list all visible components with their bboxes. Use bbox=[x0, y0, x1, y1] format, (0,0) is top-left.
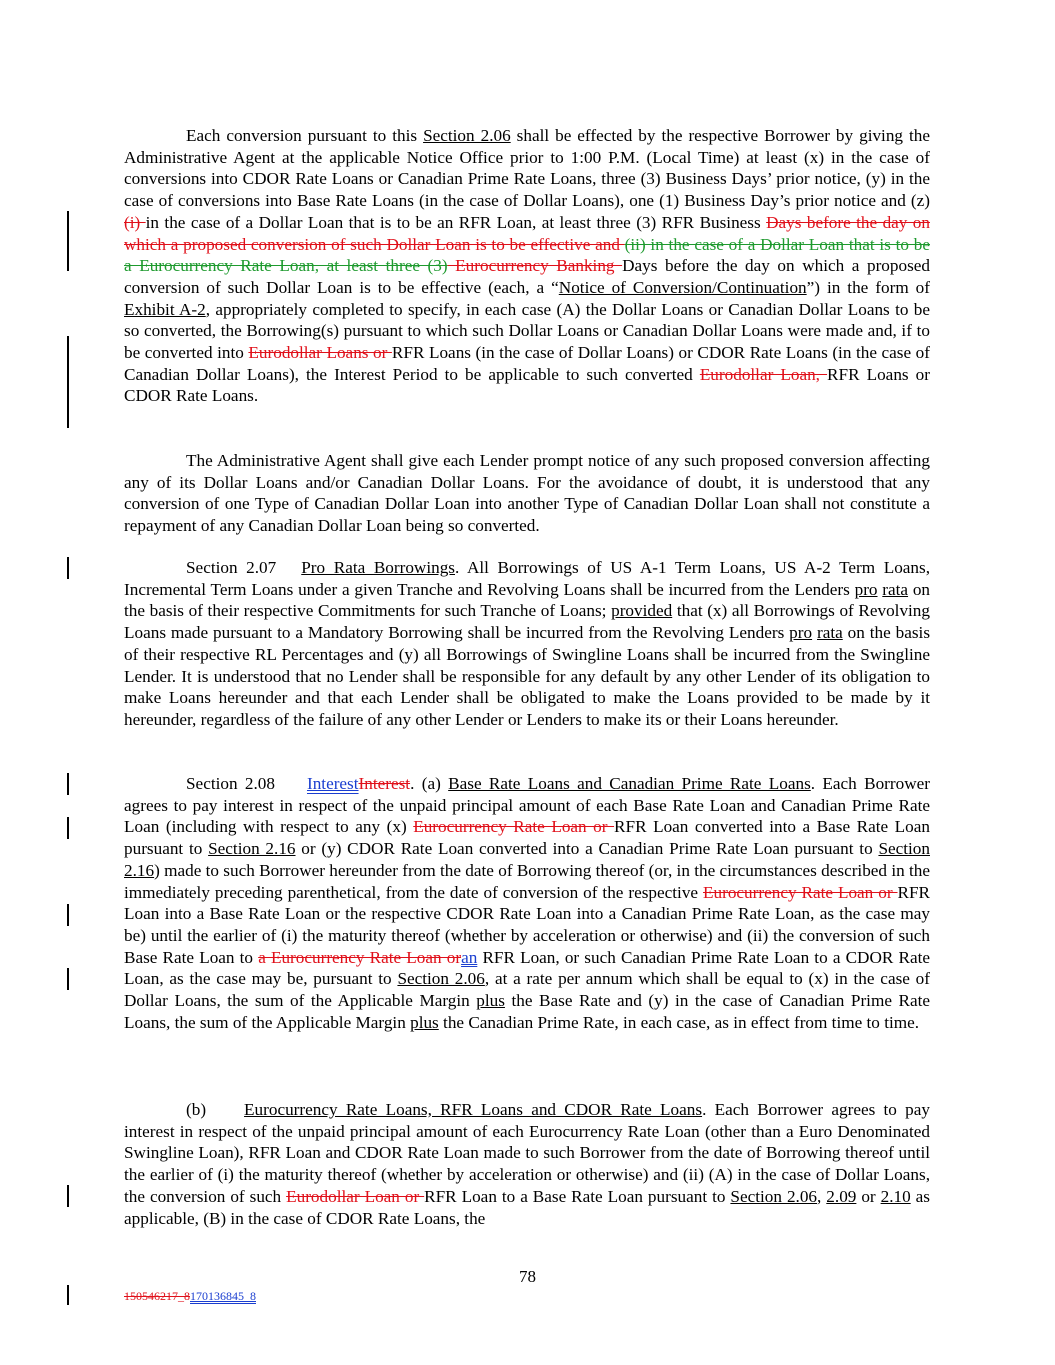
text-run: . Each Borrower agrees to pay interest in respect of the unpaid principal amount of each Eurocurrency Rate Loan (other than a Euro Denominated Swingline Loan), RFR Loan and CDOR Rate Loan made to such Borrower from the date of Borrowing thereof until the earlier of (i) the maturity thereof (whether by acceleration or otherwise) and (ii) (A) in the case of Dollar Loans, the conversion of such bbox=[124, 1100, 930, 1206]
text-run: RFR Loan into a Base Rate Loan or the respective CDOR Rate Loan into a Canadian Prime Rate Loan, as the case may be) until the earlier of (i) the maturity thereof (whether by acceleration or otherwise) and (ii) the conversion of such Base Rate Loan to bbox=[124, 882, 931, 967]
deleted-text: Eurodollar Loan or bbox=[286, 1186, 425, 1206]
text-run: RFR Loans or CDOR Rate Loans. bbox=[124, 364, 930, 406]
text-run: . Each Borrower agrees to pay interest in respect of the unpaid principal amount of each Base Rate Loan and Canadian Prime Rate Loan (including with respect to any (x) bbox=[124, 774, 930, 837]
text-run: ) made to such Borrower hereunder from the date of Borrowing thereof (or, in the circumstances described in the immediately preceding parenthetical, from the date of conversion of the respective bbox=[124, 860, 930, 902]
deleted-text: Eurocurrency Rate Loan or bbox=[703, 882, 898, 902]
section-reference: Section 2.16 bbox=[124, 839, 930, 880]
text-run: . (a) bbox=[410, 774, 449, 793]
deleted-doc-id: 150546217_8 bbox=[124, 1289, 190, 1303]
plus-term: plus bbox=[410, 1012, 439, 1032]
text-run: The Administrative Agent shall give each Lender prompt notice of any such proposed conversion affecting any of its Dollar Loans and/or Canadian Dollar Loans. For the avoidance of doubt, it is understood that any conversion of one Type of Canadian Dollar Loan into another Type of Canadian Dollar Loan shall not constitute a repayment of any Canadian Dollar Loan being so converted. bbox=[124, 451, 930, 536]
text-run: RFR Loan, or such Canadian Prime Rate Loan to a CDOR Rate Loan, as the case may be, pursuant to bbox=[124, 947, 930, 989]
text-run: , bbox=[817, 1186, 827, 1206]
change-bar bbox=[67, 1285, 69, 1305]
latin-term: pro bbox=[854, 579, 878, 599]
proviso-term: provided bbox=[611, 601, 673, 621]
page-number: 78 bbox=[519, 1267, 536, 1286]
paragraph-conversion-notice bbox=[124, 125, 930, 407]
deleted-text: Eurodollar Loans or bbox=[248, 343, 392, 363]
text-run: RFR Loan converted into a Base Rate Loan pursuant to bbox=[124, 817, 930, 859]
text-run: on the basis of their respective Commitments for such Tranche of Loans; bbox=[124, 579, 931, 621]
section-number: Section 2.08 bbox=[186, 774, 275, 793]
deleted-text: (i) bbox=[124, 212, 146, 232]
latin-term: rata bbox=[817, 623, 843, 643]
subsection-heading: Base Rate Loans and Canadian Prime Rate Loans bbox=[448, 774, 811, 793]
text-run: or (y) CDOR Rate Loan converted into a Canadian Prime Rate Loan pursuant to bbox=[295, 839, 879, 859]
inserted-text: Interest bbox=[306, 774, 359, 793]
deleted-text: a Eurocurrency Rate Loan or bbox=[258, 947, 462, 967]
section-number: Section 2.07 bbox=[186, 558, 277, 577]
text-run: , appropriately completed to specify, in each case (A) the Dollar Loans or Canadian Dollar Loans to be so converted, the Borrowing(s) pursuant to which such Dollar Loans or Canadian Dollar Loans were made and, if to be converted into bbox=[124, 299, 930, 363]
text-run: Days before the day on which a proposed conversion of such Dollar Loan is to be effective (each, a “ bbox=[124, 256, 930, 297]
text-run: or bbox=[856, 1186, 881, 1206]
change-bar bbox=[67, 817, 69, 839]
change-bar bbox=[67, 336, 69, 428]
change-bar bbox=[67, 904, 69, 926]
deleted-text: Eurodollar Loan, bbox=[699, 364, 828, 384]
text-run: RFR Loan to a Base Rate Loan pursuant to bbox=[424, 1186, 731, 1206]
change-bar bbox=[67, 968, 69, 990]
paragraph-section-2-08-b bbox=[124, 1099, 930, 1229]
section-reference: Section 2.06 bbox=[730, 1186, 818, 1206]
text-run: RFR Loans (in the case of Dollar Loans) or CDOR Rate Loans (in the case of Canadian Dollar Loans), the Interest Period to be applicable to such converted bbox=[124, 343, 930, 384]
section-reference: Section 2.16 bbox=[208, 839, 296, 859]
change-bar bbox=[67, 1185, 69, 1207]
deleted-text: Eurocurrency Rate Loan or bbox=[413, 817, 615, 837]
inserted-text: an bbox=[461, 947, 478, 967]
text-run: on the basis of their respective RL Percentages and (y) all Borrowings of Swingline Loans shall be incurred from the Swingline Lender. It is understood that no Lender shall be responsible for any default by any other Lender of its obligation to make Loans hereunder and that each Lender shall be obligated to make the Loans provided to be made by it hereunder, regardless of the failure of any other Lender or Lenders to make its or their Loans hereunder. bbox=[124, 623, 931, 729]
defined-term: Notice of Conversion/Continuation bbox=[558, 277, 807, 297]
subsection-label: (b) bbox=[186, 1100, 207, 1119]
paragraph-agent-notice bbox=[124, 450, 930, 537]
paragraph-section-2-07 bbox=[124, 557, 930, 731]
section-reference: 2.09 bbox=[826, 1186, 857, 1206]
section-reference: Section 2.06 bbox=[423, 126, 511, 145]
change-bar bbox=[67, 557, 69, 579]
text-run: that (x) all Borrowings of Revolving Loans made pursuant to a Mandatory Borrowing shall be incurred from the Revolving Lenders bbox=[124, 601, 930, 643]
latin-term: rata bbox=[882, 579, 909, 599]
moved-deleted-text: (ii) in the case of a Dollar Loan that is to be a Eurocurrency Rate Loan, at least three (3) bbox=[124, 234, 930, 276]
change-bar bbox=[67, 773, 69, 795]
section-heading: Pro Rata Borrowings bbox=[301, 558, 455, 577]
text-run: shall be effected by the respective Borrower by giving the Administrative Agent at the applicable Notice Office prior to 1:00 P.M. (Local Time) at least (x) in the case of conversions into CDOR Rate Loans or Canadian Prime Rate Loans, three (3) Business Days’ prior notice, (y) in the case of conversions into Base Rate Loans (in the case of Dollar Loans), one (1) Business Day’s prior notice and (z) bbox=[124, 126, 930, 211]
deleted-text: Eurocurrency Banking bbox=[447, 256, 623, 276]
document-id bbox=[124, 1289, 256, 1304]
text-run: the Canadian Prime Rate, in each case, as in effect from time to time. bbox=[438, 1012, 920, 1032]
text-run: , at a rate per annum which shall be equal to (x) in the case of Dollar Loans, the sum of the Applicable Margin bbox=[124, 969, 930, 1011]
exhibit-reference: Exhibit A-2 bbox=[124, 299, 206, 319]
subsection-heading: Eurocurrency Rate Loans, RFR Loans and CDOR Rate Loans bbox=[244, 1100, 703, 1119]
text-run: the Base Rate and (y) in the case of Canadian Prime Rate Loans, the sum of the Applicable Margin bbox=[124, 991, 930, 1032]
change-bar bbox=[67, 211, 69, 271]
deleted-text: Interest bbox=[358, 774, 411, 793]
latin-term: pro bbox=[789, 623, 813, 643]
text-run: as applicable, (B) in the case of CDOR Rate Loans, the bbox=[124, 1186, 930, 1228]
section-reference: 2.10 bbox=[880, 1186, 911, 1206]
text-run: . All Borrowings of US A-1 Term Loans, US A-2 Term Loans, Incremental Term Loans under a given Tranche and Revolving Loans shall be incurred from the Lenders bbox=[124, 558, 930, 599]
plus-term: plus bbox=[476, 991, 505, 1011]
deleted-text: Days before the day on which a proposed conversion of such Dollar Loan is to be effective and bbox=[124, 212, 930, 254]
text-run: in the case of a Dollar Loan that is to be an RFR Loan, at least three (3) RFR Business bbox=[145, 212, 767, 232]
text-run: ”) in the form of bbox=[806, 277, 930, 297]
paragraph-section-2-08-a bbox=[124, 773, 930, 1033]
section-reference: Section 2.06 bbox=[397, 969, 485, 989]
inserted-doc-id: 170136845_8 bbox=[190, 1289, 256, 1303]
text-run: Each conversion pursuant to this bbox=[186, 126, 424, 145]
